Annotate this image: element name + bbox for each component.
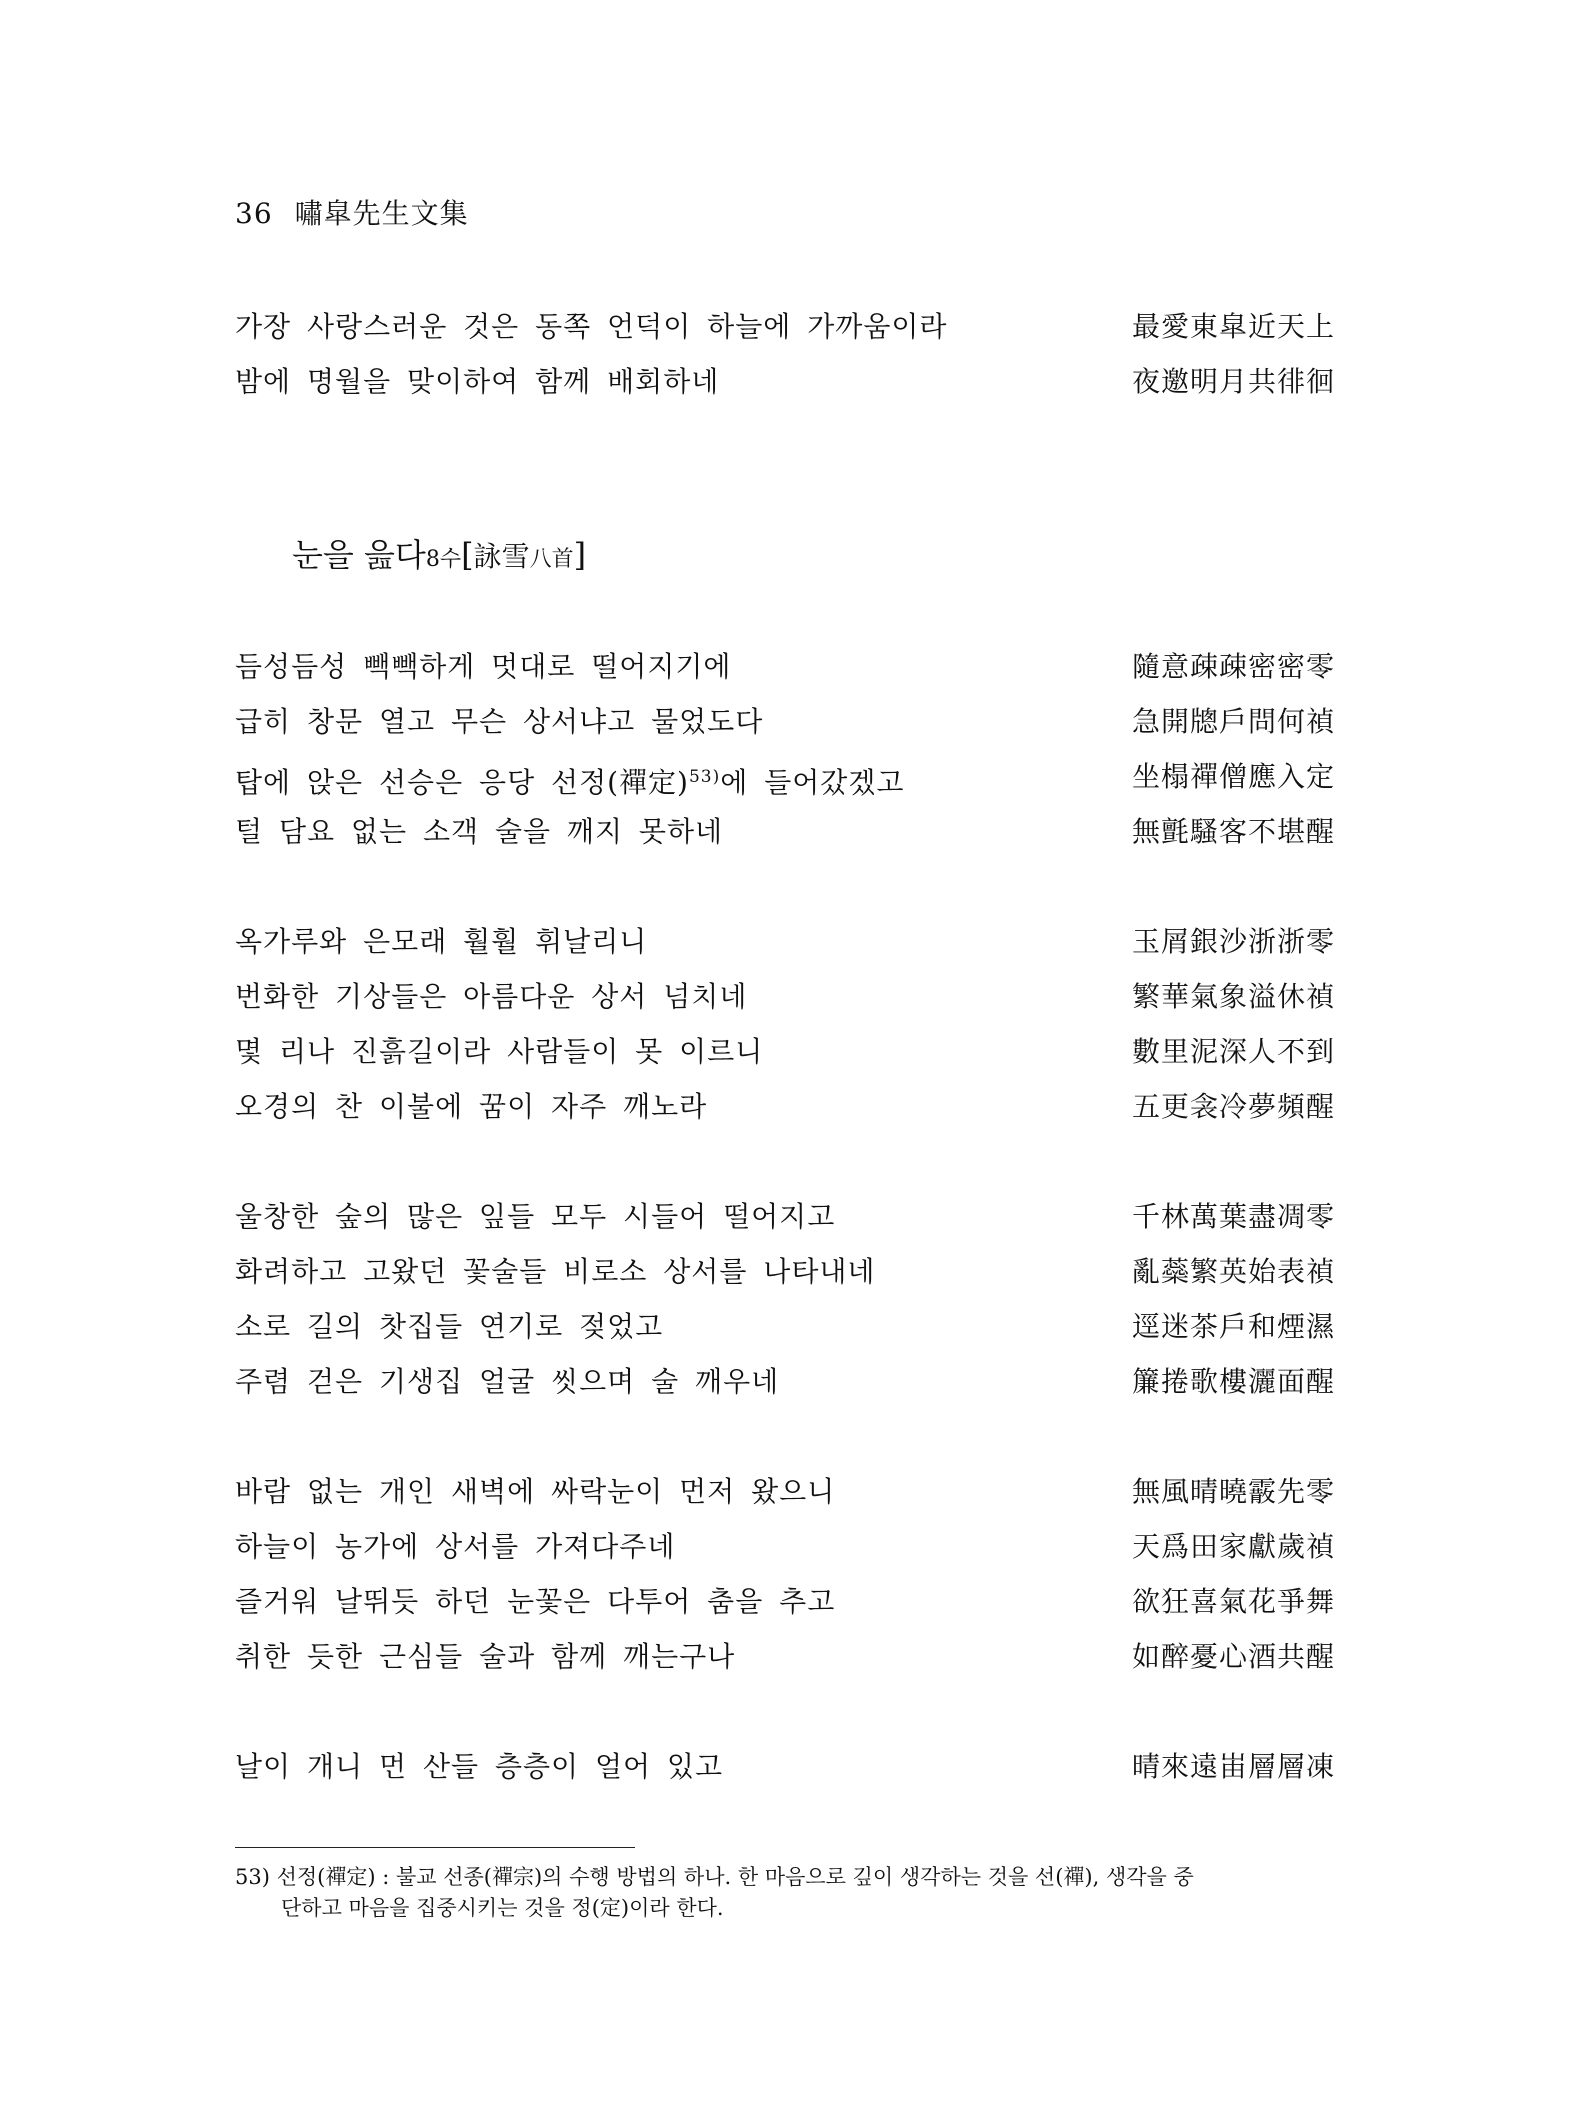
verse-line (235, 1306, 1335, 1348)
chinese-verse: 千林萬葉盡凋零 (1131, 1200, 1335, 1233)
chinese-verse: 夜邀明月共徘徊 (1131, 365, 1335, 398)
korean-verse: 바람 없는 개인 새벽에 싸락눈이 먼저 왔으니 (235, 1475, 836, 1508)
korean-verse: 털 담요 없는 소객 술을 깨지 못하네 (235, 815, 724, 848)
footnote-reference: 53) (688, 767, 721, 787)
verse-line (235, 1581, 1335, 1623)
chinese-verse: 晴來遠峀層層凍 (1131, 1750, 1335, 1783)
footnote (235, 1862, 1335, 1924)
korean-verse (235, 756, 904, 804)
bracket-open: [ (461, 536, 474, 574)
page-number: 36 (235, 197, 273, 230)
verse-line (235, 306, 1335, 348)
korean-verse: 하늘이 농가에 상서를 가져다주네 (235, 1530, 676, 1563)
footnote-line: 단하고 마음을 집중시키는 것을 정(定)이라 한다. (281, 1896, 724, 1920)
chinese-verse: 簾捲歌樓灑面醒 (1131, 1365, 1335, 1398)
poem-title-korean: 눈을 읊다 (292, 536, 426, 574)
verse-line (235, 1196, 1335, 1238)
korean-verse: 날이 개니 먼 산들 층층이 얼어 있고 (235, 1750, 724, 1783)
chinese-verse: 無氈騷客不堪醒 (1131, 815, 1335, 848)
chinese-verse: 數里泥深人不到 (1131, 1035, 1335, 1068)
korean-verse: 울창한 숲의 많은 잎들 모두 시들어 떨어지고 (235, 1200, 836, 1233)
chinese-verse: 逕迷茶戶和煙濕 (1131, 1310, 1335, 1343)
poem-title-count: 8수 (425, 547, 462, 572)
chinese-verse: 隨意疎疎密密零 (1131, 650, 1335, 683)
korean-verse: 듬성듬성 빽빽하게 멋대로 떨어지기에 (235, 650, 732, 683)
korean-verse: 밤에 명월을 맞이하여 함께 배회하네 (235, 365, 720, 398)
book-title: 嘯皐先生文集 (294, 197, 469, 230)
korean-verse: 화려하고 고왔던 꽃술들 비로소 상서를 나타내네 (235, 1255, 876, 1288)
footnote-divider (235, 1847, 635, 1848)
verse-line (235, 1471, 1335, 1513)
verse-line (235, 1746, 1335, 1788)
chinese-verse: 玉屑銀沙浙浙零 (1131, 925, 1335, 958)
verse-line (235, 1636, 1335, 1678)
chinese-verse: 繁華氣象溢休禎 (1131, 980, 1335, 1013)
chinese-verse: 五更衾冷夢頻醒 (1131, 1090, 1335, 1123)
verse-line (235, 921, 1335, 963)
footnote-line: 53) 선정(禪定) : 불교 선종(禪宗)의 수행 방법의 하나. 한 마음으로 깊이 생각하는 것을 선(禪), 생각을 중 (235, 1865, 1194, 1889)
korean-verse: 주렴 걷은 기생집 얼굴 씻으며 술 깨우네 (235, 1365, 780, 1398)
verse-line (235, 1031, 1335, 1073)
korean-verse: 몇 리나 진흙길이라 사람들이 못 이르니 (235, 1035, 764, 1068)
verse-line (235, 701, 1335, 743)
chinese-verse: 如醉憂心酒共醒 (1131, 1640, 1335, 1673)
chinese-verse: 欲狂喜氣花爭舞 (1131, 1585, 1335, 1618)
verse-line (235, 1526, 1335, 1568)
verse-line (235, 1361, 1335, 1403)
korean-verse: 소로 길의 찻집들 연기로 젖었고 (235, 1310, 664, 1343)
korean-verse-part: 에 들어갔겠고 (720, 766, 905, 799)
korean-verse: 옥가루와 은모래 훨훨 휘날리니 (235, 925, 648, 958)
chinese-verse: 最愛東皐近天上 (1131, 310, 1335, 343)
korean-verse: 급히 창문 열고 무슨 상서냐고 물었도다 (235, 705, 764, 738)
verse-line (235, 361, 1335, 403)
chinese-verse: 無風晴曉霰先零 (1131, 1475, 1335, 1508)
chinese-verse: 坐榻禪僧應入定 (1131, 760, 1335, 793)
verse-line (235, 976, 1335, 1018)
verse-line (235, 756, 1335, 798)
chinese-verse: 亂蘂繁英始表禎 (1131, 1255, 1335, 1288)
chinese-verse: 天爲田家獻歲禎 (1131, 1530, 1335, 1563)
korean-verse-part: 탑에 앉은 선승은 응당 선정(禪定) (235, 766, 689, 799)
verse-line (235, 1251, 1335, 1293)
korean-verse: 번화한 기상들은 아름다운 상서 넘치네 (235, 980, 748, 1013)
poem-title (292, 530, 586, 576)
running-header (235, 192, 469, 232)
verse-line (235, 646, 1335, 688)
korean-verse: 즐거워 날뛰듯 하던 눈꽃은 다투어 춤을 추고 (235, 1585, 836, 1618)
korean-verse: 취한 듯한 근심들 술과 함께 깨는구나 (235, 1640, 736, 1673)
korean-verse: 오경의 찬 이불에 꿈이 자주 깨노라 (235, 1090, 708, 1123)
chinese-verse: 急開牕戶問何禎 (1131, 705, 1335, 738)
korean-verse: 가장 사랑스러운 것은 동쪽 언덕이 하늘에 가까움이라 (235, 310, 948, 343)
poem-title-chinese-count: 八首 (529, 547, 574, 572)
verse-line (235, 1086, 1335, 1128)
verse-line (235, 811, 1335, 853)
bracket-close: ] (573, 536, 587, 574)
poem-title-chinese: 詠雪 (473, 540, 530, 573)
